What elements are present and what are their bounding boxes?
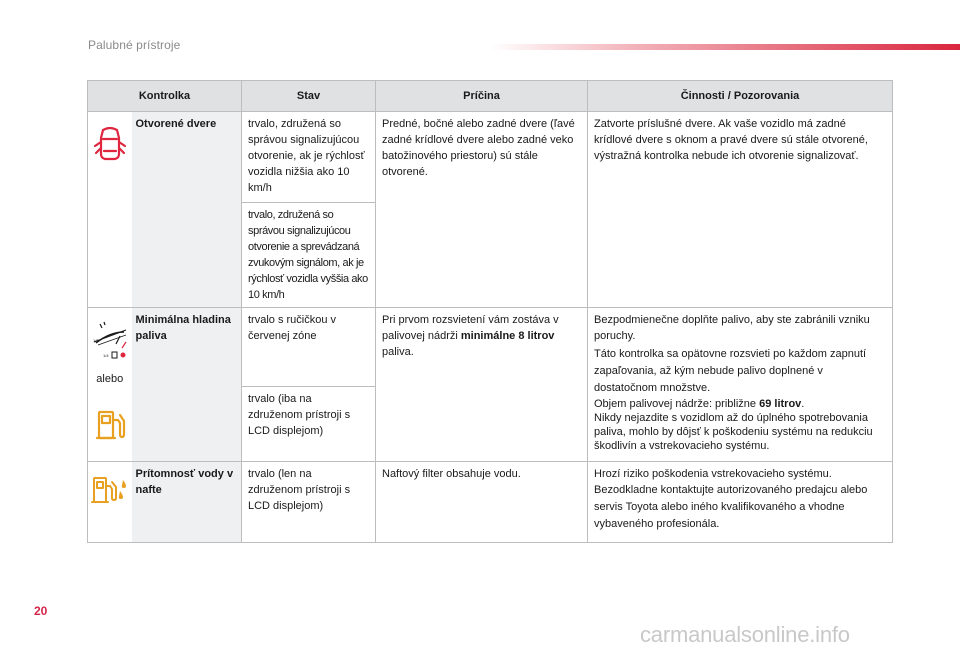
column-header-pricina: Príčina	[376, 81, 588, 112]
open-door-icon	[88, 124, 132, 169]
table-row	[88, 112, 893, 203]
cause-text: Pri prvom rozsvietení vám zostáva v palivovej nádrži	[382, 314, 559, 342]
action-text	[594, 397, 886, 411]
state-cell: trvalo, združená so správou signalizujúcou otvorenie, ak je rýchlosť vozidla nižšia ako 10 km/h	[242, 112, 376, 203]
cause-cell	[376, 308, 588, 462]
fuel-pump-icon	[88, 407, 132, 448]
cause-bold-text: minimálne 8 litrov	[460, 330, 555, 342]
column-header-kontrolka: Kontrolka	[88, 81, 242, 112]
svg-text:1/2: 1/2	[92, 338, 99, 343]
table-header-row	[88, 81, 893, 112]
action-text: Nikdy nejazdite s vozidlom až do úplného spotrebovania paliva, mohlo by dôjsť k poškodeniu systému na redukciu škodlivín a vstrekovacieho systému.	[594, 412, 873, 452]
page-header-title: Palubné prístroje	[88, 38, 181, 52]
watermark: carmanualsonline.info	[640, 622, 850, 647]
table-row	[88, 308, 893, 387]
icon-cell	[88, 462, 132, 543]
fuel-gauge-icon	[88, 318, 132, 367]
table-row	[88, 462, 893, 543]
tank-volume-end: .	[801, 398, 805, 410]
header-decorative-bar	[490, 44, 960, 50]
tank-volume-bold: 69 litrov	[759, 398, 802, 410]
state-cell: trvalo (iba na združenom prístroji s LCD displejom)	[242, 387, 376, 462]
alternative-label: alebo	[96, 373, 124, 385]
action-text: Hrozí riziko poškodenia vstrekovacieho systému.	[594, 468, 832, 480]
action-text: Bezpodmienečne doplňte palivo, aby ste zabránili vzniku poruchy.	[594, 314, 870, 342]
icon-cell	[88, 112, 132, 308]
state-cell: trvalo, združená so správou signalizujúcou otvorenie a sprevádzaná zvukovým signálom, ak je rýchlosť vozidla vyššia ako 10 km/h	[242, 203, 376, 308]
tank-volume-text: Objem palivovej nádrže: približne	[594, 398, 760, 410]
warning-name: Minimálna hladina paliva	[132, 308, 242, 462]
cause-cell: Predné, bočné alebo zadné dvere (ľavé zadné krídlové dvere alebo zadné veko batožinového priestoru) sú stále otvorené.	[376, 112, 588, 308]
action-cell	[588, 308, 893, 462]
action-cell	[588, 462, 893, 543]
page-number: 20	[34, 604, 48, 618]
state-cell: trvalo s ručičkou v červenej zóne	[242, 308, 376, 387]
svg-text:1/4: 1/4	[102, 353, 109, 358]
warning-lights-table	[87, 80, 893, 543]
cause-text-end: paliva.	[382, 346, 414, 358]
column-header-stav: Stav	[242, 81, 376, 112]
column-header-cinnosti: Činnosti / Pozorovania	[588, 81, 893, 112]
action-text: Táto kontrolka sa opätovne rozsvieti po každom zapnutí zapaľovania, až kým nebude palivo doplnené v dostatočnom množstve.	[594, 348, 867, 394]
warning-name: Prítomnosť vody v nafte	[132, 462, 242, 543]
action-text: Bezodkladne kontaktujte autorizovaného predajcu alebo servis Toyota alebo iného kvalifikovaného a vhodne vybaveného profesionála.	[594, 484, 868, 530]
warning-name: Otvorené dvere	[132, 112, 242, 308]
action-cell: Zatvorte príslušné dvere. Ak vaše vozidlo má zadné krídlové dvere s oknom a pravé dvere sú stále otvorené, výstražná kontrolka nebude ich otvorenie signalizovať.	[588, 112, 893, 308]
state-cell: trvalo (len na združenom prístroji s LCD displejom)	[242, 462, 376, 543]
water-in-diesel-icon	[88, 474, 132, 513]
cause-cell: Naftový filter obsahuje vodu.	[376, 462, 588, 543]
icon-cell	[88, 308, 132, 462]
